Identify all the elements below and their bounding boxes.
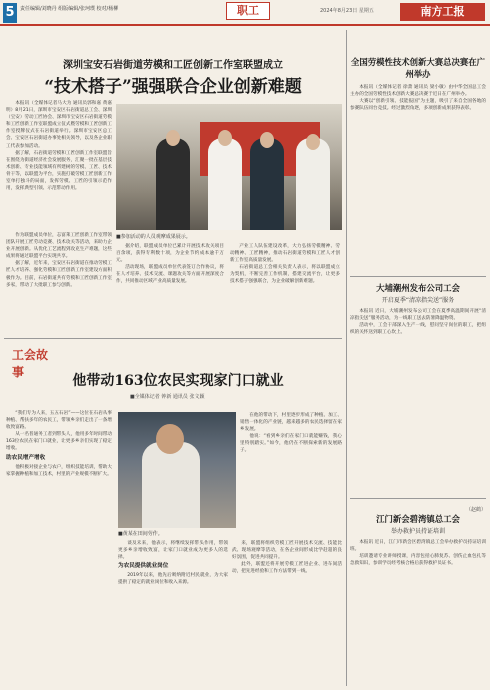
second-col-4 <box>232 540 342 686</box>
paragraph: 他积极对接企业与农户，组织技能培训，帮助大家掌握种植和加工技术，村里的产业规模不断扩大。 <box>6 464 112 477</box>
paragraph: 本报讯 近日，江门市新会区碧湾镇总工会举办救护员持证培训班。 <box>350 540 486 553</box>
lead-col-2 <box>6 232 112 336</box>
paragraph: 本报讯（全媒体记者马大为 通讯员郭和嘉 黄嘉明）8月21日，深圳市宝安区石岩街道总工会、深圳（宝安）劳动工匠协会、深圳市宝安区石岩街道劳模和工匠创新工作室联盟成立仪式暨劳模和工匠创新工作室授牌仪式在石岩街道举行。深圳市宝安区总工会、宝安区石岩街道办事处相关领导，以及各企业职工代表参加活动。 <box>6 101 112 149</box>
photo-figure <box>142 442 200 528</box>
story-divider <box>4 338 342 339</box>
lead-photo-caption: ■参加活动的人员观摩成果展示。 <box>116 234 191 240</box>
sidebar-story-1 <box>350 56 486 280</box>
sidebar-story-2 <box>350 282 486 494</box>
paragraph: 据介绍，联盟成员单位已累计开展技术攻关项目百余项，获得专利数十项，为企业节约成本逾千万元。 <box>116 244 224 264</box>
sidebar-subheadline: 举办救护员持证培训 <box>390 528 445 535</box>
lead-headline: “技术搭子”强强联合企业创新难题 <box>44 77 302 97</box>
paragraph: 2019年以来，他先后吸纳附近村民就业，为大家提供了稳定的就业岗位和收入来源。 <box>118 573 228 586</box>
paragraph: 作为联盟成员单位，志富莱工匠创新工作室带领团队开展工匠劳动竞赛、技术攻关等活动，来助力企业开展创新。从优化工艺流程到攻克生产难题，这些成果将通过联盟平台实现共享。 <box>6 233 112 260</box>
masthead-logo: 南方工报 <box>400 3 485 21</box>
page-header <box>0 0 490 26</box>
subhead: 为农民提供就业岗位 <box>118 563 169 570</box>
editors-credit: 责任编辑/刘晓丹 组版编辑/张珂璞 校对/杨柳 <box>20 6 119 12</box>
sidebar-story-3 <box>350 504 486 679</box>
lead-col-4 <box>230 243 340 336</box>
paragraph: 活动中，工会干部深入生产一线，慰问坚守岗位的职工，把组织的关怀送到职工心坎上。 <box>350 323 486 336</box>
header-rule <box>0 24 490 26</box>
paragraph: 产业工人队伍建设改革，大力弘扬劳模精神、劳动精神、工匠精神，推动石岩街道劳模和工匠人才创新工作室高质量发展。 <box>230 244 340 264</box>
sidebar-divider <box>350 498 486 499</box>
second-photo-caption: ■黄某在田间劳作。 <box>118 531 163 537</box>
paragraph: 活动现场，联盟成员单位代表签订合作协议，将在人才培养、技术交流、课题攻关等方面开展深度合作，共同推动区域产业高质量发展。 <box>116 265 224 285</box>
column-logo: 工会故事 <box>12 348 49 379</box>
sidebar-headline: 江门新会碧湾镇总工会 <box>376 514 460 524</box>
second-col-2 <box>240 412 342 532</box>
section-tag: 职工 <box>226 2 270 20</box>
lead-kicker: 深圳宝安石岩街道劳模和工匠创新工作室联盟成立 <box>63 60 283 71</box>
sidebar-divider <box>350 276 486 277</box>
sidebar-byline: （赵鹤） <box>465 507 486 513</box>
paragraph: 谈及未来，他表示，将继续发挥带头作用，带领更多乡亲增收致富，让家门口就业成为更多人的选择。 <box>118 541 228 561</box>
column-divider <box>346 30 347 686</box>
sidebar-headline: 全国劳模性技术创新大赛总决赛在广州举办 <box>351 57 485 79</box>
paragraph: 据了解，近年来，宝安区石岩街道在推动劳模工匠人才培养、强化劳模和工匠创新工作室建设方面积极作为。目前，石岩街道共有劳模和工匠创新工作室多家，带动了大批职工参与创新。 <box>6 261 112 288</box>
sidebar-headline: 大埔潮州发布公司工会 <box>376 283 460 293</box>
sidebar-subheadline: 开启夏季“清凉指尖送”服务 <box>381 297 455 304</box>
lead-col-3 <box>116 243 224 336</box>
paragraph: 在他的带动下，村里逐步形成了种植、加工、销售一体化的产业链，越来越多的农民选择留在家乡发展。 <box>240 413 342 433</box>
issue-date: 2024年8月23日 星期五 <box>320 8 374 14</box>
second-photo <box>118 412 236 528</box>
second-byline: ■全媒体记者 钟新 通讯员 张文颖 <box>130 394 205 400</box>
paragraph: 石岩街道总工会相关负责人表示，将以联盟成立为契机，不断完善工作机制，搭建交流平台，让更多技术搭子强强联合，为企业破解创新难题。 <box>230 265 340 285</box>
sidebar-body <box>350 308 486 494</box>
paragraph: “我们专为人来，五五石岩”——这位在石岩从事种植、帮扶多年的农民工，带领乡亲们走出了一条增收致富路。 <box>6 411 112 431</box>
second-col-3 <box>118 540 228 686</box>
sidebar-body <box>350 84 486 280</box>
paragraph: 据了解，石岩街道劳模和工匠创新工作室联盟旨在围绕为街道经济社会发展服务，汇聚一批在基层技术创新、专业技能领域有所建树的劳模、工匠、技术骨干等，以联盟为平台，实施打破劳模工匠创新工作室单打独斗的局面，发挥劳模、工匠的引领示范作用，发挥典型引领、示范带动作用。 <box>6 150 112 192</box>
page-number: 5 <box>3 3 17 23</box>
paragraph: 本报讯（全媒体记者 徐萧 通讯员 梁小敏）由中华全国总工会主办的全国劳模性技术创新大赛总决赛于近日在广州举办。 <box>350 85 486 98</box>
lead-photo <box>116 104 342 230</box>
subhead: 助农民增产增收 <box>6 454 46 461</box>
second-headline: 他带动163位农民实现家门口就业 <box>72 373 284 389</box>
paragraph: 他说：“看到乡亲们在家门口就能赚钱，我心里特别踏实。”如今，他仍在不断探索新的发展路子。 <box>240 434 342 454</box>
paragraph: 本报讯 近日，大埔潮州发布公司工会在夏季高温期间开展“清凉指尖送”服务活动，为一线职工送去防暑降温物资。 <box>350 309 486 322</box>
sidebar-body <box>350 539 486 679</box>
paragraph: 此外，联盟还将开展劳模工匠进企业、进车间活动，把先进经验和工作方法带到一线。 <box>232 562 342 575</box>
paragraph: 培训邀请专业讲师授课，内容包括心肺复苏、创伤止血包扎等急救知识，参训学员经考核合格后获得救护员证书。 <box>350 554 486 567</box>
paragraph: 从一名普通务工者到带头人，他用多年时间带动163位农民在家门口就业，让更多乡亲们实现了稳定增收。 <box>6 432 112 452</box>
paragraph: 大赛以“创新引领、技能报国”为主题，吸引了来自全国各地的参赛队伍同台竞技。经过激烈角逐，多项创新成果获得表彰。 <box>350 99 486 112</box>
paragraph: 来，联盟将组织劳模工匠开展技术交流、技能比武、现场观摩等活动，在各企业间形成比学赶超的良好氛围，促进共同提升。 <box>232 541 342 561</box>
second-col-1 <box>6 410 112 686</box>
lead-col-1 <box>6 100 112 228</box>
